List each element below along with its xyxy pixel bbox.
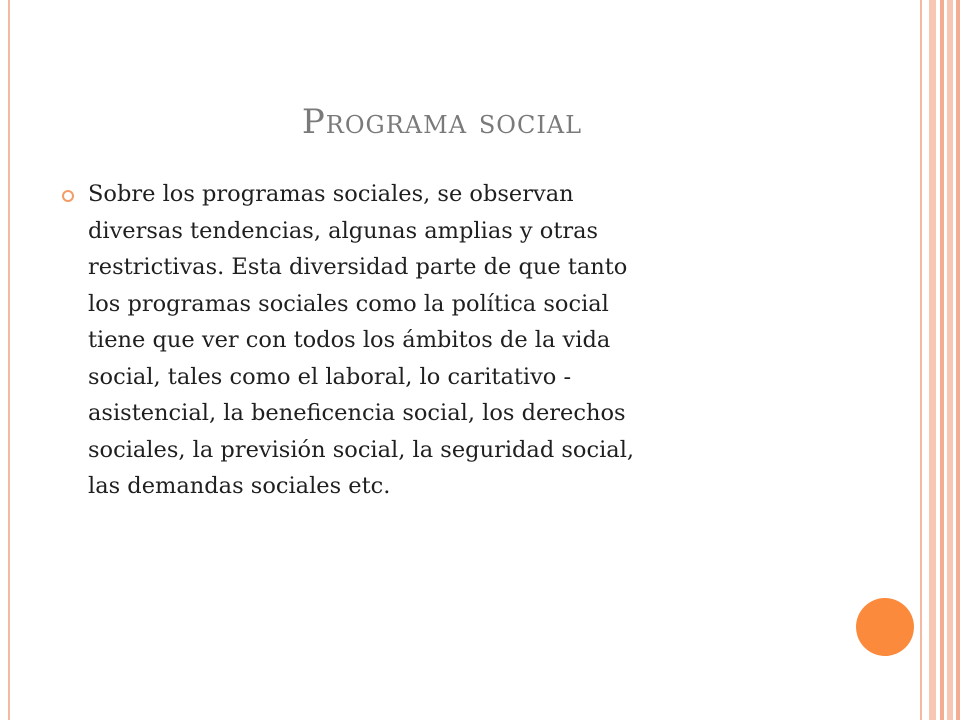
slide-title: Programa social	[301, 102, 583, 142]
slide-content	[60, 176, 820, 505]
decorative-circle	[856, 598, 914, 656]
decorative-stripe	[940, 0, 944, 720]
bullet-text: Sobre los programas sociales, se observan diversas tendencias, algunas amplias y otras restrictivas. Esta diversidad parte de que tanto los programas sociales como la política social tiene que ver con todos los ámbitos de la vida social, tales como el laboral, lo caritativo - asistencial, la beneficencia social, los derechos sociales, la previsión social, la seguridad social, las demandas sociales etc.	[88, 181, 635, 499]
bullet-item	[60, 176, 820, 505]
bullet-circle-icon	[62, 190, 74, 202]
decorative-stripe	[929, 0, 936, 720]
decorative-stripe	[956, 0, 960, 720]
decorative-stripe	[947, 0, 953, 720]
